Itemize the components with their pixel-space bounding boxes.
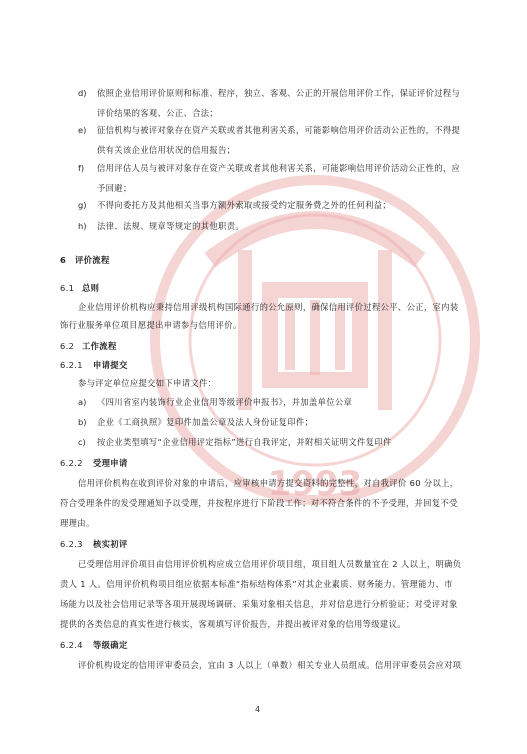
subsection-title: 申请提交 xyxy=(93,360,128,370)
list-item-marker: a) xyxy=(78,397,87,407)
paragraph-line: 场能力以及社会信用记录等各项开展现场调研、采集对象相关信息，并对信息进行分析验证；对受评对象 xyxy=(60,599,458,609)
list-item-text: 供有关该企业信用状况的信用报告； xyxy=(97,145,236,155)
list-item-marker: g) xyxy=(78,200,87,210)
list-item-text: 征信机构与被评对象存在资产关联或者其他利害关系，可能影响信用评价活动公正性的，不得提 xyxy=(97,125,461,135)
paragraph-line: 信用评价机构在收到评价对象的申请后，应审核申请方提交资料的完整性，对自我评价 60 分以上， xyxy=(78,478,459,488)
list-item-text: 评价结果的客观、公正、合法； xyxy=(97,108,219,118)
list-item-text: 予回避； xyxy=(97,183,132,193)
paragraph-line: 理理由。 xyxy=(60,518,95,528)
list-item-text: 企业《工商执照》复印件加盖公章及法人身份证复印件； xyxy=(97,417,314,427)
list-item-marker: f) xyxy=(78,163,85,173)
paragraph-line: 提供的各类信息的真实性进行核实，客观填写评价报告，并提出被评对象的信用等级建议。 xyxy=(60,619,406,629)
watermark-year: 1993 xyxy=(267,464,363,504)
list-item-text: 不得向委托方及其他相关当事方额外索取或接受约定服务费之外的任何利益； xyxy=(97,200,391,210)
paragraph-line: 责人 1 人。信用评价机构项目组应依据本标准“指标结构体系”对其企业素质、财务能力、管理能力、市 xyxy=(60,579,453,589)
paragraph-line: 参与评定单位应提交如下申请文件： xyxy=(78,378,217,388)
list-item-marker: b) xyxy=(78,417,87,427)
subsection-number: 6.2.2 xyxy=(60,458,83,468)
list-item-marker: d) xyxy=(78,88,87,98)
paragraph-line: 评价机构设定的信用评审委员会，宜由 3 人以上（单数）相关专业人员组成。信用评审委员会应对项 xyxy=(78,660,462,670)
list-item-text: 按企业类型填写“企业信用评定指标”进行自我评定，并附相关证明文件复印件 xyxy=(97,437,392,447)
list-item-marker: c) xyxy=(78,437,86,447)
subsection-title: 总则 xyxy=(82,283,100,293)
list-item-text: 《四川省室内装饰行业企业信用等级评价申报书》，并加盖单位公章 xyxy=(97,397,353,407)
list-item-text: 法律、法规、规章等规定的其他职责。 xyxy=(97,221,244,231)
subsection-number: 6.2 xyxy=(60,341,75,351)
paragraph-line: 已受理信用评价项目由信用评价机构应成立信用评价项目组，项目组人员数量宜在 2 人以上，明确负 xyxy=(78,559,462,569)
subsection-title: 核实初评 xyxy=(93,539,128,549)
page-number: 4 xyxy=(255,705,261,714)
list-item-marker: e) xyxy=(78,125,87,135)
list-item-marker: h) xyxy=(78,221,87,231)
section-title: 评价流程 xyxy=(75,255,110,265)
subsection-title: 受理申请 xyxy=(93,458,128,468)
list-item-text: 依照企业信用评价原则和标准、程序，独立、客观、公正的开展信用评价工作，保证评价过程与 xyxy=(97,88,461,98)
paragraph-line: 符合受理条件的发受理通知予以受理，并按程序进行下阶段工作；对不符合条件的不予受理，并回复不受 xyxy=(60,498,458,508)
subsection-title: 等级确定 xyxy=(93,640,128,650)
list-item-text: 信用评估人员与被评对象存在资产关联或者其他利害关系，可能影响信用评价活动公正性的，应 xyxy=(97,163,461,173)
subsection-number: 6.1 xyxy=(60,283,75,293)
subsection-number: 6.2.1 xyxy=(60,360,83,370)
paragraph-line: 饰行业服务单位项目愿提出申请参与信用评价。 xyxy=(60,320,242,330)
section-number: 6 xyxy=(60,255,67,265)
subsection-title: 工作流程 xyxy=(82,341,117,351)
paragraph-line: 企业信用评价机构应秉持信用评级机构国际通行的公允原则，确保信用评价过程公平、公正，室内装 xyxy=(78,302,459,312)
subsection-number: 6.2.3 xyxy=(60,539,83,549)
subsection-number: 6.2.4 xyxy=(60,640,83,650)
